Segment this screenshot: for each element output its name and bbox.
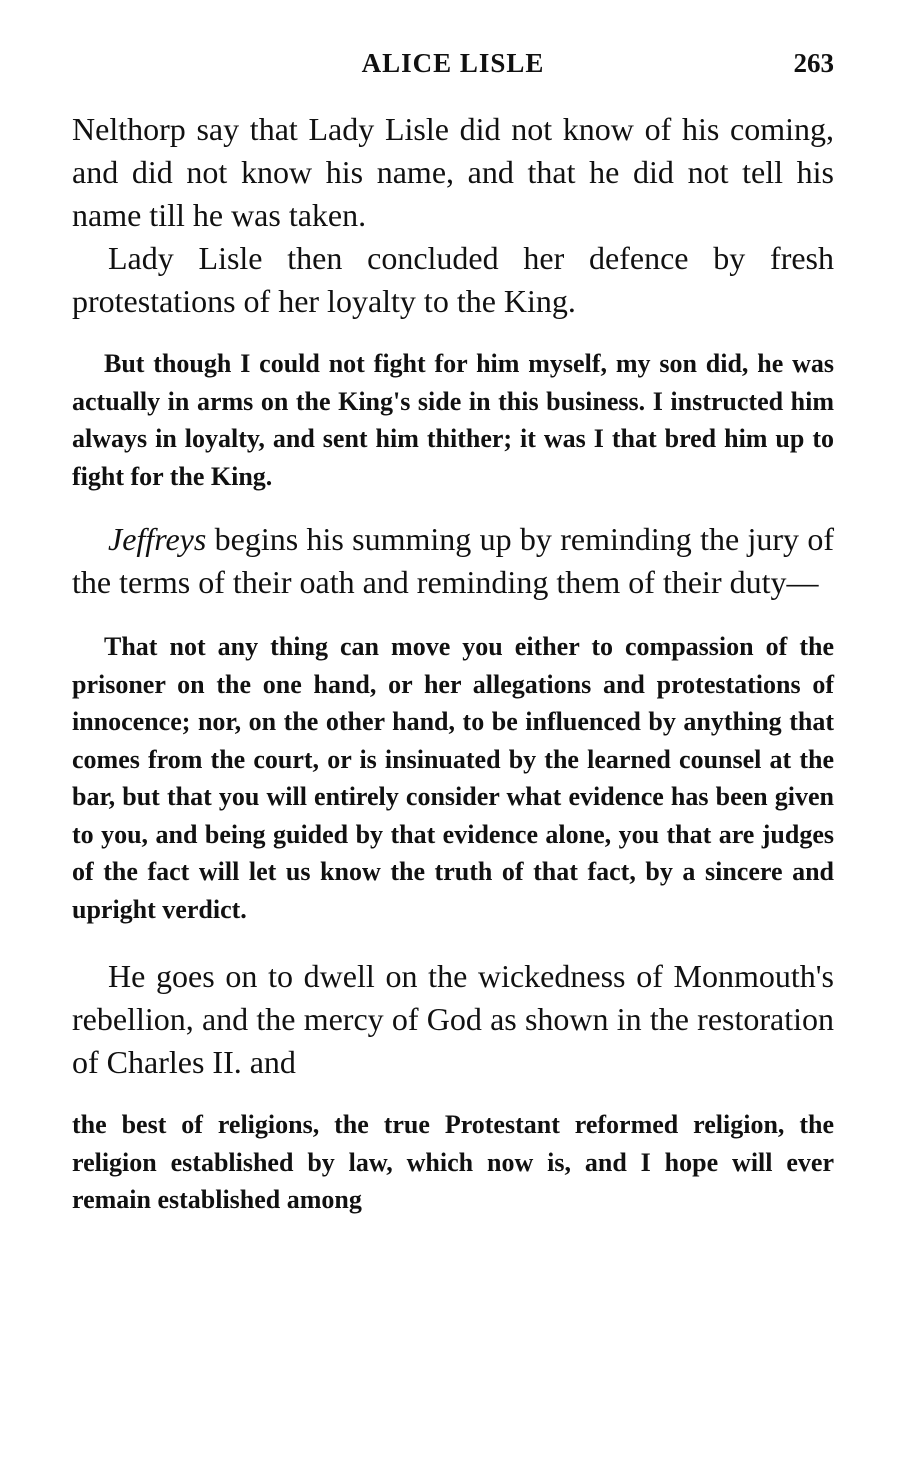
page-number: 263 <box>793 48 834 78</box>
speaker-name: Jeffreys <box>108 521 207 557</box>
quote-lady-lisle: But though I could not fight for him myself, my son did, he was actually in arms on the King's side in this business. I instructed him always in loyalty, and sent him thither; it was I that bred him up to fight for the King. <box>72 349 834 491</box>
running-title: ALICE LISLE <box>361 48 545 78</box>
paragraph-jeffreys-text: begins his summing up by reminding the jury of the terms of their oath and reminding them of their duty— <box>72 521 834 600</box>
quote-jeffreys-oath: That not any thing can move you either to compassion of the prisoner on the one hand, or her allegations and protestations of innocence; nor, on the other hand, to be influenced by anything that comes from the court, or is insinuated by the learned counsel at the bar, but that you will entirely consider what evidence has been given to you, and being guided by that evidence alone, you that are judges of the fact will let us know the truth of that fact, by a sincere and upright verdict. <box>72 632 834 924</box>
book-page <box>72 40 834 1219</box>
paragraph-lady-lisle-defence: Lady Lisle then concluded her defence by fresh protestations of her loyalty to the King. <box>72 240 834 319</box>
page-header <box>72 40 834 84</box>
quote-religion: the best of religions, the true Protestant reformed religion, the religion established by law, which now is, and I hope will ever remain established among <box>72 1110 834 1214</box>
paragraph-monmouth: He goes on to dwell on the wickedness of Monmouth's rebellion, and the mercy of God as shown in the restoration of Charles II. and <box>72 958 834 1080</box>
paragraph-nelthorp: Nelthorp say that Lady Lisle did not know of his coming, and did not know his name, and that he did not tell his name till he was taken. <box>72 111 834 233</box>
paragraph-jeffreys-summing-up <box>72 518 834 604</box>
